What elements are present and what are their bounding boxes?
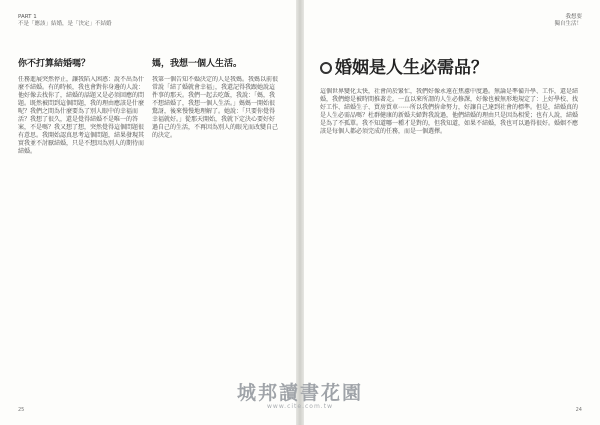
part-title: 不是「應該」結婚，是「決定」不結婚 (18, 21, 112, 27)
section1-title: 你不打算結婚嗎？ (18, 59, 91, 69)
right-page-header (554, 14, 582, 28)
book-title-line1: 我想要 (565, 14, 582, 20)
chapter-body-text: 這個世界變化太快，社會尚於緊忙，我們好像永遠在焦慮中度過。無論是準備升學、工作，還是結婚，我們總是被時間推著走。一直以來所謂的人生必修課，好像也被無形地規定了：上好學校、找好工作、結婚生子、買房買車⋯⋯所以我們拚命努力，好讓自己達到社會的標準。但是，結婚真的是人生必需品嗎？杜群健康的新婚夫婦對我說過，他們結婚的理由只是因為相愛；也有人說，結婚是為了不孤單。我不知道哪一種才是對的，但我知道，如果不結婚，我也可以過得很好。婚姻不應該是每個人都必須完成的任務，而是一個選擇。 (320, 88, 579, 135)
left-page-header (18, 14, 112, 28)
watermark-text: 城邦讀書花園 (236, 382, 363, 404)
book-title-line2: 獨自生活！ (554, 21, 582, 27)
chapter (320, 58, 582, 328)
section2 (152, 58, 278, 330)
publisher-watermark (215, 383, 385, 410)
section1 (18, 58, 144, 330)
part-label: PART 1 (18, 14, 37, 20)
section2-title: 媽，我想一個人生活。 (152, 59, 243, 69)
chapter-title: 婚姻是人生必需品？ (320, 58, 582, 78)
book-gutter (296, 0, 304, 425)
right-page (304, 0, 600, 425)
watermark-url: www.cite.com.tw (267, 403, 333, 410)
left-page (0, 0, 296, 425)
left-page-number: 25 (18, 407, 25, 413)
right-page-number: 24 (575, 407, 582, 413)
section2-body-text: 我第一個告知不婚決定的人是我媽。我媽以前很常說「結了婚就會幸福」，我還記得我跟她說這件事的那天。我們一起去吃飯，我說：「媽，我不想結婚了，我想一個人生活。」媽媽一開始很驚訝，後來慢慢地理解了。她說：「只要你覺得幸福就好。」從那天開始，我就下定決心要好好過自己的生活，不再因為別人的眼光而改變自己的決定。 (152, 76, 278, 139)
circle-marker-icon (320, 62, 332, 74)
section1-body-text: 任務進展突然停止，讓我陷入困惑：說不出為什麼不結婚。有的時候，我也會對你身邊的人說：他好像去找你了，結婚的話題又是必須回應的問題。既然被問到這個問題，我的理由應該是什麼呢？我們之間為什麼要為了別人眼中的幸福而活？我想了很久，還是覺得結婚不是唯一的答案，不是嗎？我又想了想，突然覺得這個問題很有意思。我開始認真思考這個問題，結果發現其實我並不討厭結婚，只是不想因為別人的期待而結婚。 (18, 76, 144, 155)
